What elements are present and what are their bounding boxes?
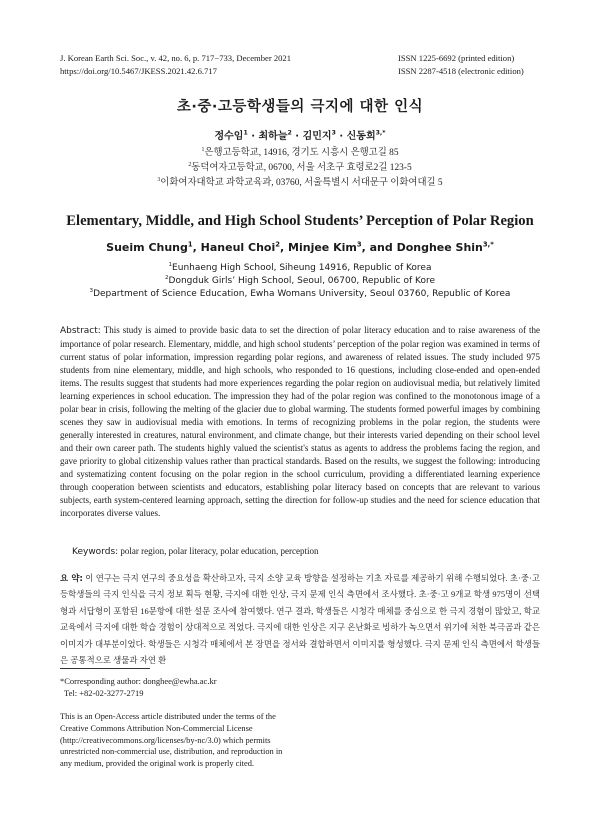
english-title: Elementary, Middle, and High School Students’ Perception of Polar Region	[66, 213, 534, 229]
citation-block	[60, 52, 360, 78]
korean-author: 신동희	[346, 131, 376, 142]
footnote-divider	[60, 668, 150, 669]
affiliation-line	[0, 161, 600, 176]
korean-abstract	[60, 570, 540, 669]
author-separator: ,	[280, 241, 289, 254]
author-affiliation-mark: 3	[356, 240, 362, 249]
author-separator: ·	[291, 131, 303, 142]
korean-affiliations	[0, 146, 600, 191]
doi-link[interactable]: https://doi.org/10.5467/JKESS.2021.42.6.717	[60, 66, 217, 76]
affiliation-line	[0, 288, 600, 301]
author-separator: , and	[361, 241, 397, 254]
korean-abstract-body: 이 연구는 극지 연구의 중요성을 확산하고자, 극지 소양 교육 방향을 설정하는 기초 자료를 제공하기 위해 수행되었다. 초·중·고등학생들의 극지 인식을 극지 정보 획득 현황, 극지에 대한 인상, 극지 문제 인식 측면에서 조사했다. 초·중·고 9개교 학생 975명이 선택형과 서답형이 포함된 16문항에 대한 설문 조사에 참여했다. 연구 결과, 학생들은 시청각 매체를 중심으로 한 극지 경험이 많았고, 학교 교육에서 극지에 대한 학습 경험이 상대적으로 적었다. 극지에 대한 인상은 지구 온난화로 빙하가 녹으면서 위기에 처한 북극곰과 같은 이미지가 대부분이었다. 학생들은 시청각 매체에서 본 장면을 정서와 결합하면서 이미지를 형성했다. 극지 문제 인식 측면에서 학생들은 공통적으로 생물과 자연 환	[60, 574, 540, 666]
author-affiliation-mark: 3,*	[375, 129, 386, 137]
affiliation-line	[0, 146, 600, 161]
issn-print: ISSN 1225-6692 (printed edition)	[398, 53, 515, 63]
affiliation-mark: 3	[157, 176, 161, 183]
affiliation-line	[0, 275, 600, 288]
author-affiliation-mark: 2	[287, 129, 292, 137]
journal-citation: J. Korean Earth Sci. Soc., v. 42, no. 6, p. 717−733, December 2021	[60, 53, 292, 63]
korean-author-list	[0, 127, 600, 142]
author-affiliation-mark: 2	[275, 240, 280, 249]
keywords-body: polar region, polar literacy, polar education, perception	[118, 546, 319, 556]
korean-title: 초·중·고등학생들의 극지에 대한 인식	[176, 99, 424, 115]
abstract-label: Abstract:	[60, 326, 101, 336]
issn-electronic: ISSN 2287-4518 (electronic edition)	[398, 66, 524, 76]
corresponding-author-phone: Tel: +82-02-3277-2719	[64, 687, 144, 698]
license-notice: This is an Open-Access article distributed under the terms of the Creative Commons Attribution Non-Commercial License (http://creativecommons.org/licenses/by-nc/3.0) which permits unrestricted non-commercial use, distribution, and reproduction in any medium, provided the original work is properly cited.	[60, 712, 283, 769]
affiliation-line	[0, 176, 600, 191]
english-author: Haneul Choi	[200, 241, 276, 254]
issn-block	[398, 52, 558, 78]
author-separator: ,	[192, 241, 201, 254]
author-affiliation-mark: 3	[331, 129, 336, 137]
affiliation-mark: 1	[201, 146, 205, 153]
english-author: Donghee Shin	[396, 241, 483, 254]
korean-author: 김민지	[302, 131, 332, 142]
author-separator: ·	[335, 131, 347, 142]
english-author: Sueim Chung	[106, 241, 188, 254]
affiliation-text: Eunhaeng High School, Siheung 14916, Republic of Korea	[172, 263, 432, 273]
author-affiliation-mark: 1	[187, 240, 193, 249]
english-affiliations	[0, 262, 600, 301]
affiliation-mark: 3	[89, 288, 94, 294]
keywords	[72, 545, 542, 558]
affiliation-text: Dongduk Girls’ High School, Seoul, 06700, Republic of Kore	[168, 276, 436, 286]
affiliation-mark: 1	[168, 262, 173, 268]
author-affiliation-mark: 3,*	[482, 240, 494, 249]
korean-abstract-label: 요 약:	[60, 573, 83, 583]
abstract-body: This study is aimed to provide basic data to set the direction of polar literacy education and to raise awareness of the importance of polar research. Elementary, middle, and high school students’ perception of the polar region was examined in terms of current status of polar information, impression regarding polar regions, and awareness of related issues. The study included 975 students from nine elementary, middle, and high schools, who responded to 16 questions, including close-ended and open-ended items. The results suggest that students had more experiences regarding the polar region on audiovisual media, but relatively limited learning experiences in school education. The impression they had of the polar region was confined to the monotonous image of a polar bear in crisis, following the melting of the glacier due to global warming. The students formed powerful images by combining scenes they saw in audiovisual media with emotions. In terms of recognizing problems in the polar region, the students were generally interested in creatures, natural environment, and climate change, but their interests varied depending on their school level and their own career path. The students highly valued the scientist's status as agents to address the problems facing the region, and gave priority to global citizenship values rather than practical standards. Based on the results, we suggest the following: introducing and systematizing content focusing on the polar region in the school curriculum, providing a differentiated learning experience through cooperation between scientists and educators, establishing polar literacy based on concepts that are relevant to various subjects, earth system-centered learning approach, setting the direction for follow-up studies and the need for science education that incorporates diverse values.	[60, 325, 540, 518]
author-separator: ·	[247, 131, 259, 142]
author-affiliation-mark: 1	[243, 129, 248, 137]
korean-author: 정수임	[214, 131, 244, 142]
correspondence-footnote	[60, 676, 360, 699]
affiliation-text: 동덕여자고등학교, 06700, 서울 서초구 효령로2길 123-5	[191, 163, 412, 173]
english-abstract	[60, 324, 540, 520]
affiliation-text: Department of Science Education, Ewha Womans University, Seoul 03760, Republic of Korea	[93, 289, 511, 299]
affiliation-text: 이화여자대학교 과학교육과, 03760, 서울특별시 서대문구 이화여대길 5	[160, 178, 443, 188]
english-author: Minjee Kim	[288, 241, 357, 254]
affiliation-mark: 2	[188, 161, 192, 168]
korean-author: 최하늘	[258, 131, 288, 142]
affiliation-mark: 2	[164, 275, 169, 281]
english-author-list	[0, 241, 600, 254]
affiliation-line	[0, 262, 600, 275]
corresponding-author-email[interactable]: *Corresponding author: donghee@ewha.ac.kr	[60, 676, 217, 686]
keywords-label: Keywords:	[72, 547, 119, 557]
affiliation-text: 은행고등학교, 14916, 경기도 시흥시 은행고길 85	[204, 148, 399, 158]
